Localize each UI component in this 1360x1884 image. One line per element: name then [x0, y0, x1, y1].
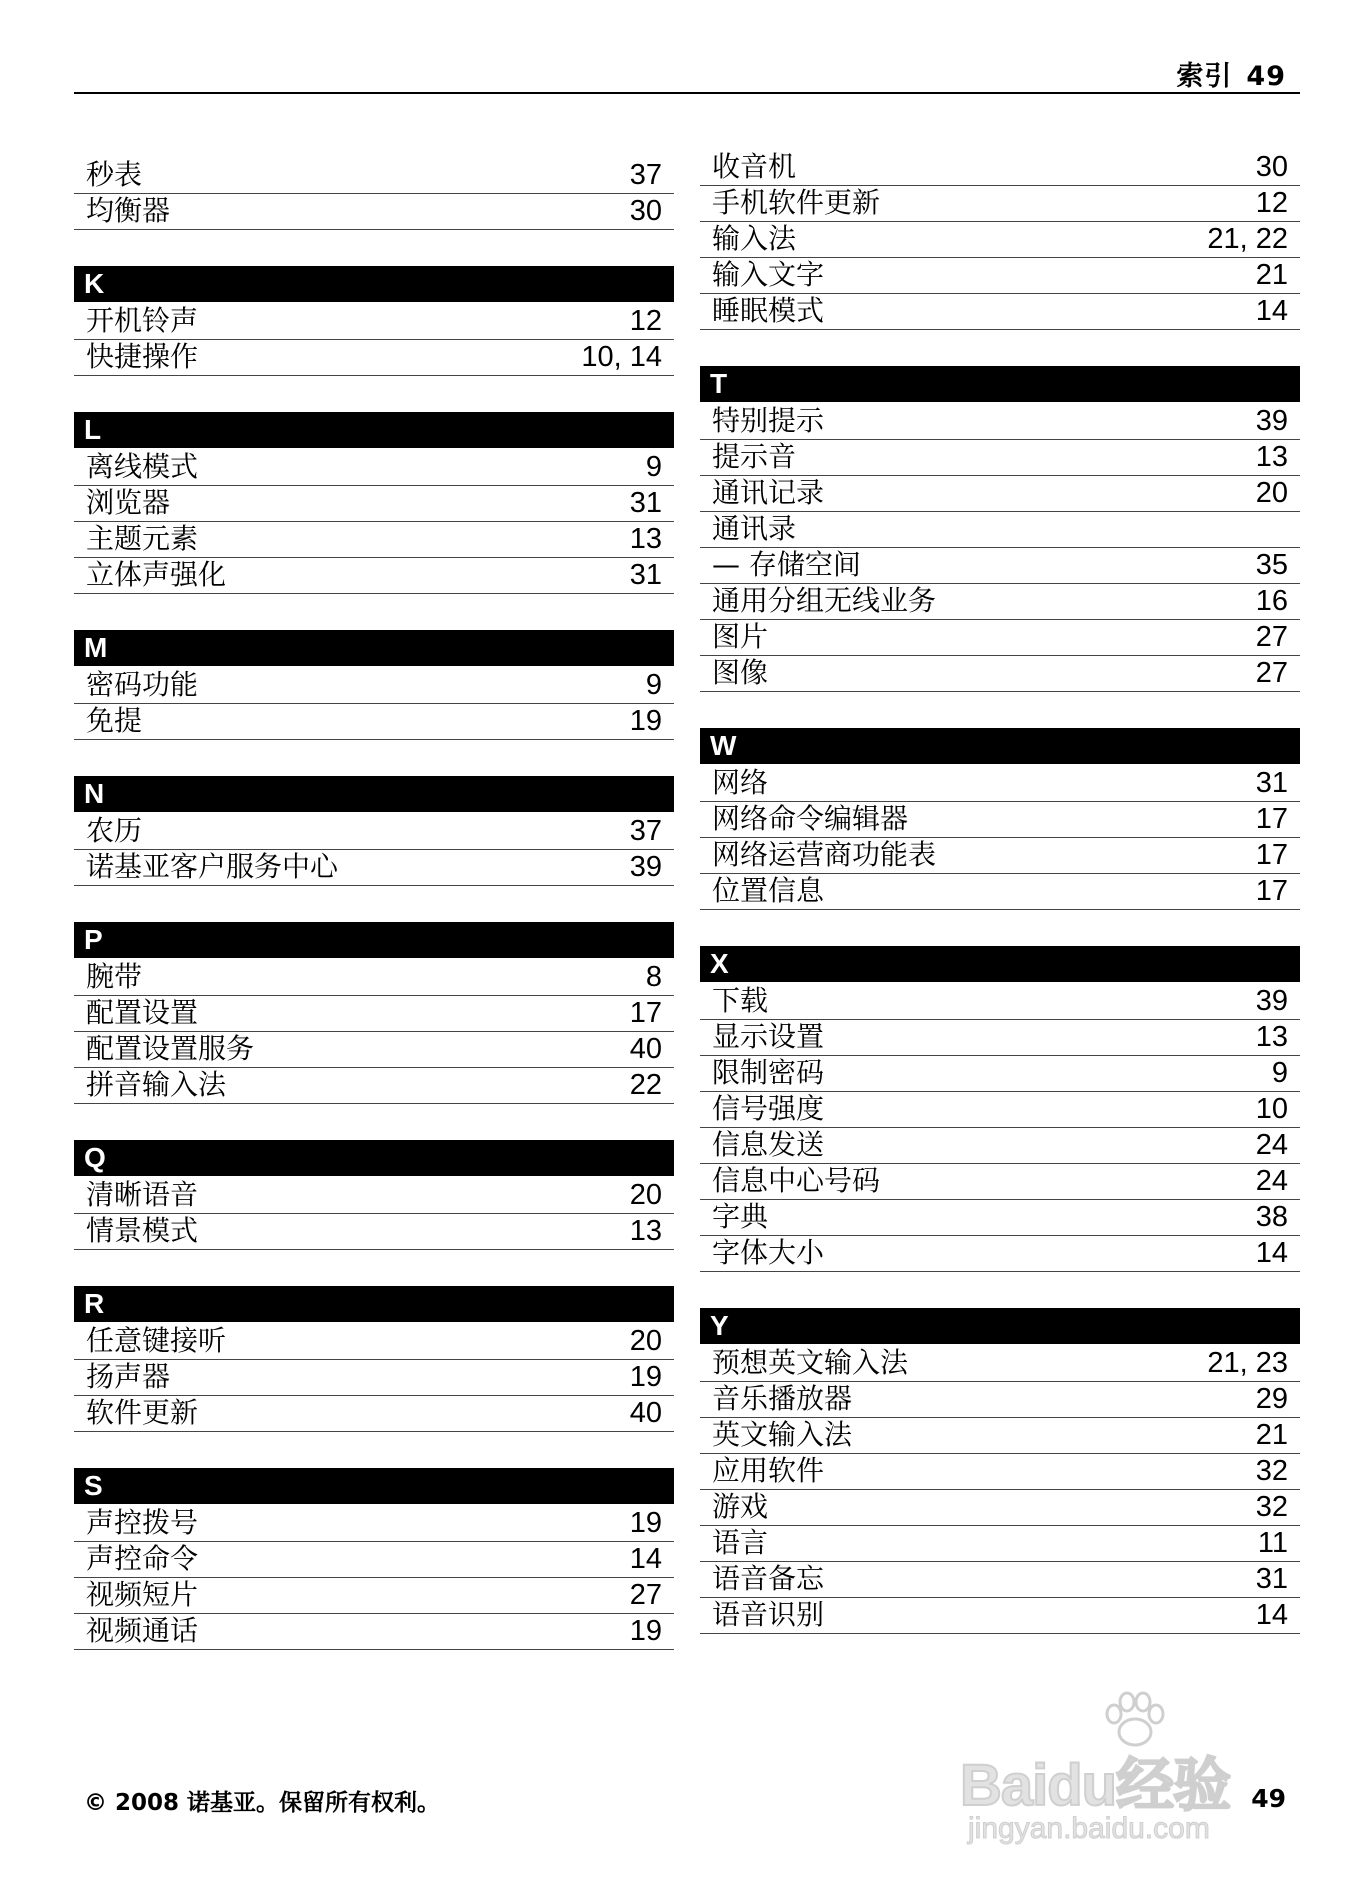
index-entry: [700, 1346, 1300, 1382]
entry-term: 快捷操作: [86, 340, 199, 373]
entry-pages: 35: [1255, 549, 1288, 581]
index-entry: [74, 1360, 674, 1396]
entry-term: 视频短片: [86, 1578, 199, 1611]
entry-pages: 37: [629, 159, 662, 191]
entry-term: 信号强度: [712, 1092, 825, 1125]
entry-term: 主题元素: [86, 522, 199, 555]
section-letter-header: P: [74, 922, 674, 958]
entry-term: 免提: [86, 704, 143, 737]
entry-pages: 13: [1255, 441, 1288, 473]
entry-term: 输入法: [712, 222, 797, 255]
index-entry: [700, 548, 1300, 584]
entry-pages: 24: [1255, 1165, 1288, 1197]
index-column-left: [74, 158, 674, 1686]
entry-term: 密码功能: [86, 668, 199, 701]
index-entry: [700, 294, 1300, 330]
index-section: [74, 776, 674, 886]
entry-term: 限制密码: [712, 1056, 825, 1089]
entry-term: 清晰语音: [86, 1178, 199, 1211]
index-entry: [74, 1506, 674, 1542]
entry-term: 输入文字: [712, 258, 825, 291]
entry-pages: 21, 22: [1207, 223, 1288, 255]
entry-pages: 21: [1255, 259, 1288, 291]
entry-term: 诺基亚客户服务中心: [86, 850, 339, 883]
index-entry: [700, 222, 1300, 258]
index-entry: [74, 450, 674, 486]
index-entry: [74, 1614, 674, 1650]
index-entry: [700, 150, 1300, 186]
entry-pages: 21, 23: [1207, 1347, 1288, 1379]
index-entry: [74, 1068, 674, 1104]
section-letter-header: K: [74, 266, 674, 302]
entry-term: 视频通话: [86, 1614, 199, 1647]
entry-pages: 10, 14: [581, 341, 662, 373]
entry-pages: 13: [629, 1215, 662, 1247]
entry-term: 通讯记录: [712, 476, 825, 509]
entry-pages: 31: [629, 487, 662, 519]
index-entry: [74, 1324, 674, 1360]
index-entry: [700, 1092, 1300, 1128]
index-entry: [700, 404, 1300, 440]
index-section: [700, 150, 1300, 330]
entry-term: — 存储空间: [712, 548, 861, 581]
index-section: [74, 1140, 674, 1250]
entry-term: 语音识别: [712, 1598, 825, 1631]
index-entry: [700, 766, 1300, 802]
entry-term: 图像: [712, 656, 769, 689]
entry-term: 字典: [712, 1200, 769, 1233]
entry-pages: 17: [1255, 875, 1288, 907]
entry-term: 任意键接听: [86, 1324, 227, 1357]
index-entry: [700, 584, 1300, 620]
index-entry: [700, 476, 1300, 512]
footer-page-number: 49: [1251, 1784, 1286, 1813]
entry-pages: 37: [629, 815, 662, 847]
entry-term: 腕带: [86, 960, 143, 993]
entry-pages: 38: [1255, 1201, 1288, 1233]
entry-pages: 39: [1255, 985, 1288, 1017]
entry-term: 游戏: [712, 1490, 769, 1523]
header-page-number: 49: [1246, 61, 1286, 92]
entry-pages: 19: [629, 1615, 662, 1647]
entry-term: 信息发送: [712, 1128, 825, 1161]
index-entry: [74, 486, 674, 522]
index-entry: [74, 1214, 674, 1250]
index-column-right: [700, 150, 1300, 1670]
header-text: [1176, 54, 1286, 93]
index-entry: [700, 1490, 1300, 1526]
index-entry: [74, 996, 674, 1032]
entry-term: 通用分组无线业务: [712, 584, 937, 617]
index-entry: [74, 1032, 674, 1068]
page-header: [74, 52, 1300, 94]
entry-pages: 14: [1255, 1599, 1288, 1631]
index-entry: [700, 802, 1300, 838]
entry-term: 网络命令编辑器: [712, 802, 909, 835]
entry-term: 配置设置服务: [86, 1032, 255, 1065]
entry-pages: 12: [629, 305, 662, 337]
entry-term: 手机软件更新: [712, 186, 881, 219]
entry-term: 均衡器: [86, 194, 171, 227]
entry-pages: 24: [1255, 1129, 1288, 1161]
entry-pages: 20: [629, 1325, 662, 1357]
entry-pages: 30: [629, 195, 662, 227]
index-entry: [700, 1200, 1300, 1236]
index-entry: [74, 704, 674, 740]
watermark-logo: Baidu经验: [960, 1753, 1231, 1818]
index-entry: [700, 258, 1300, 294]
entry-pages: 11: [1257, 1527, 1288, 1559]
index-entry: [74, 558, 674, 594]
entry-pages: 39: [1255, 405, 1288, 437]
index-section: [74, 266, 674, 376]
entry-pages: 13: [629, 523, 662, 555]
entry-pages: 32: [1255, 1491, 1288, 1523]
index-entry: [74, 522, 674, 558]
entry-term: 软件更新: [86, 1396, 199, 1429]
index-entry: [74, 194, 674, 230]
index-entry: [74, 158, 674, 194]
entry-pages: 21: [1255, 1419, 1288, 1451]
index-entry: [74, 304, 674, 340]
index-section: [74, 1286, 674, 1432]
index-entry: [74, 960, 674, 996]
index-entry: [700, 1128, 1300, 1164]
index-section: [74, 922, 674, 1104]
index-section: [74, 158, 674, 230]
entry-pages: 31: [1255, 1563, 1288, 1595]
entry-pages: 9: [1271, 1057, 1288, 1089]
entry-pages: 29: [1255, 1383, 1288, 1415]
entry-term: 应用软件: [712, 1454, 825, 1487]
section-letter-header: Q: [74, 1140, 674, 1176]
entry-term: 音乐播放器: [712, 1382, 853, 1415]
index-entry: [700, 1598, 1300, 1634]
entry-term: 农历: [86, 814, 143, 847]
index-entry: [700, 1418, 1300, 1454]
entry-pages: 13: [1255, 1021, 1288, 1053]
section-letter-header: T: [700, 366, 1300, 402]
entry-pages: 40: [629, 1033, 662, 1065]
entry-term: 收音机: [712, 150, 797, 183]
entry-term: 立体声强化: [86, 558, 227, 591]
index-section: [700, 366, 1300, 692]
entry-pages: 12: [1255, 187, 1288, 219]
index-section: [700, 946, 1300, 1272]
entry-pages: 32: [1255, 1455, 1288, 1487]
entry-pages: 27: [629, 1579, 662, 1611]
section-letter-header: R: [74, 1286, 674, 1322]
entry-pages: 27: [1255, 657, 1288, 689]
entry-pages: 31: [1255, 767, 1288, 799]
section-letter-header: S: [74, 1468, 674, 1504]
entry-term: 睡眠模式: [712, 294, 825, 327]
section-letter-header: Y: [700, 1308, 1300, 1344]
index-section: [74, 412, 674, 594]
entry-term: 扬声器: [86, 1360, 171, 1393]
index-entry: [700, 1526, 1300, 1562]
entry-pages: 9: [645, 451, 662, 483]
index-entry: [74, 1396, 674, 1432]
index-entry: [74, 850, 674, 886]
index-entry: [700, 1020, 1300, 1056]
entry-pages: 16: [1255, 585, 1288, 617]
entry-term: 秒表: [86, 158, 143, 191]
entry-term: 图片: [712, 620, 769, 653]
entry-pages: 20: [1255, 477, 1288, 509]
index-entry: [700, 1382, 1300, 1418]
entry-pages: 14: [1255, 1237, 1288, 1269]
index-section: [74, 630, 674, 740]
index-section: [74, 1468, 674, 1650]
section-letter-header: W: [700, 728, 1300, 764]
section-letter-header: X: [700, 946, 1300, 982]
entry-term: 预想英文输入法: [712, 1346, 909, 1379]
watermark-url: jingyan.baidu.com: [968, 1812, 1210, 1845]
entry-pages: 30: [1255, 151, 1288, 183]
entry-pages: 17: [629, 997, 662, 1029]
index-entry: [700, 1454, 1300, 1490]
section-letter-header: L: [74, 412, 674, 448]
index-entry: [700, 656, 1300, 692]
entry-pages: 10: [1255, 1093, 1288, 1125]
entry-pages: 27: [1255, 621, 1288, 653]
index-entry: [700, 1236, 1300, 1272]
index-entry: [700, 838, 1300, 874]
entry-pages: 17: [1255, 839, 1288, 871]
entry-term: 语音备忘: [712, 1562, 825, 1595]
entry-pages: 39: [629, 851, 662, 883]
entry-pages: 8: [645, 961, 662, 993]
index-entry: [700, 1056, 1300, 1092]
section-letter-header: N: [74, 776, 674, 812]
entry-pages: 17: [1255, 803, 1288, 835]
index-entry: [74, 668, 674, 704]
index-entry: [74, 1578, 674, 1614]
entry-pages: 19: [629, 705, 662, 737]
entry-pages: 14: [629, 1543, 662, 1575]
entry-term: 网络运营商功能表: [712, 838, 937, 871]
entry-term: 配置设置: [86, 996, 199, 1029]
entry-term: 字体大小: [712, 1236, 825, 1269]
index-entry: [700, 1164, 1300, 1200]
entry-term: 开机铃声: [86, 304, 199, 337]
index-entry: [74, 1542, 674, 1578]
entry-term: 特别提示: [712, 404, 825, 437]
entry-pages: 22: [629, 1069, 662, 1101]
entry-term: 英文输入法: [712, 1418, 853, 1451]
index-entry: [700, 620, 1300, 656]
entry-pages: 31: [629, 559, 662, 591]
section-letter-header: M: [74, 630, 674, 666]
entry-pages: 40: [629, 1397, 662, 1429]
header-title: 索引: [1176, 61, 1233, 92]
entry-term: 网络: [712, 766, 769, 799]
entry-term: 位置信息: [712, 874, 825, 907]
entry-term: 情景模式: [86, 1214, 199, 1247]
index-entry: [74, 1178, 674, 1214]
entry-term: 离线模式: [86, 450, 199, 483]
entry-term: 声控命令: [86, 1542, 199, 1575]
baidu-watermark: [960, 1690, 1290, 1860]
entry-term: 下载: [712, 984, 769, 1017]
entry-term: 拼音输入法: [86, 1068, 227, 1101]
index-section: [700, 728, 1300, 910]
entry-pages: 19: [629, 1507, 662, 1539]
entry-term: 语言: [712, 1526, 769, 1559]
index-entry: [700, 1562, 1300, 1598]
entry-term: 显示设置: [712, 1020, 825, 1053]
index-entry: [74, 340, 674, 376]
page-footer: [74, 1784, 1300, 1820]
index-section: [700, 1308, 1300, 1634]
index-entry: [700, 874, 1300, 910]
entry-term: 提示音: [712, 440, 797, 473]
entry-term: 浏览器: [86, 486, 171, 519]
index-entry: [700, 440, 1300, 476]
index-entry: [700, 186, 1300, 222]
paw-icon: [1100, 1690, 1170, 1750]
index-entry: [700, 512, 1300, 548]
entry-term: 声控拨号: [86, 1506, 199, 1539]
entry-pages: 20: [629, 1179, 662, 1211]
entry-term: 通讯录: [712, 512, 797, 545]
entry-pages: 19: [629, 1361, 662, 1393]
copyright-text: © 2008 诺基亚。保留所有权利。: [84, 1790, 441, 1816]
entry-pages: 14: [1255, 295, 1288, 327]
index-entry: [74, 814, 674, 850]
entry-pages: 9: [645, 669, 662, 701]
entry-term: 信息中心号码: [712, 1164, 881, 1197]
index-entry: [700, 984, 1300, 1020]
